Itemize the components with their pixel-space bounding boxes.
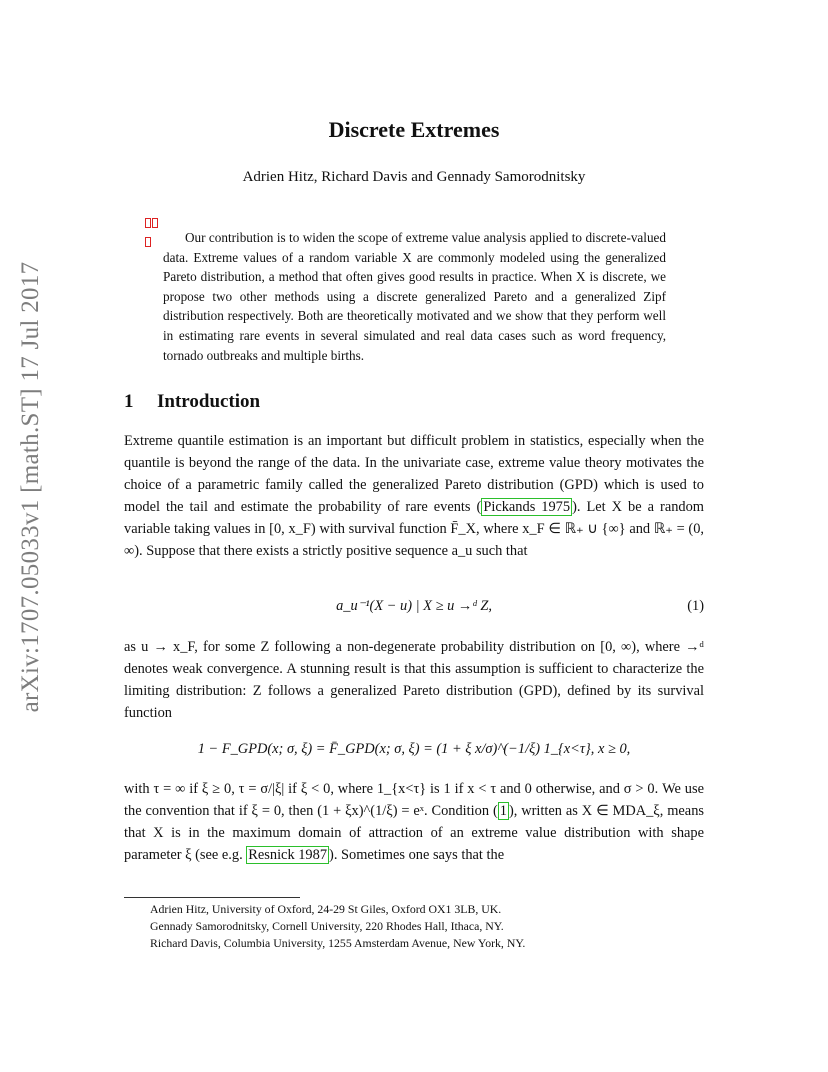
arxiv-identifier: arXiv:1707.05033v1 [math.ST] 17 Jul 2017 — [17, 261, 44, 713]
section-number: 1 — [124, 391, 134, 412]
paper-authors: Adrien Hitz, Richard Davis and Gennady Samorodnitsky — [242, 169, 586, 185]
paragraph-1-text-a: Extreme quantile estimation is an important but difficult problem in statistics, especially when the quantile is beyond the range of the data. In the univariate case, extreme value theory motivates the choice of a parametric family called the generalized Pareto distribution (GPD) which is used to model the tail and estimate the probability of rare events ( — [124, 433, 704, 515]
footnote-davis: Richard Davis, Columbia University, 1255 Amsterdam Avenue, New York, NY. — [150, 936, 526, 951]
paragraph-1 — [124, 430, 704, 562]
abstract-text: Our contribution is to widen the scope of extreme value analysis applied to discrete-valued data. Extreme values of a random variable X are commonly modeled using the generalized Pareto distribution, a method that often gives good results in practice. When X is discrete, we propose two other methods using a discrete generalized Pareto and a generalized Zipf distribution respectively. Both are theoretically motivated and we show that they perform well in estimating rare events in several simulated and real data cases such as word frequency, tornado outbreaks and multiple births. — [163, 230, 666, 363]
paragraph-3 — [124, 778, 704, 866]
abstract — [163, 228, 666, 365]
paragraph-3-text-a: with τ = ∞ if ξ ≥ 0, τ = σ/|ξ| if ξ < 0, where 1_{x<τ} is 1 if x < τ and 0 otherwise, and σ > 0. We use the convention that if ξ = 0, then (1 + ξx)^(1/ξ) = eˣ. Condition ( — [124, 781, 704, 819]
arxiv-sidebar — [16, 261, 46, 713]
footnote-marker-icon — [145, 213, 163, 223]
footnote-rule — [124, 897, 300, 898]
paragraph-2-text: as u → x_F, for some Z following a non-degenerate probability distribution on [0, ∞), where →ᵈ denotes weak convergence. A stunning result is that this assumption is sufficient to characterize the limiting distribution: Z follows a generalized Pareto distribution (GPD), defined by its survival function — [124, 639, 704, 721]
paragraph-3-text-c: ). Sometimes one says that the — [329, 847, 505, 863]
equation-1-expression: a_u⁻¹(X − u) | X ≥ u →ᵈ Z, — [336, 598, 492, 614]
footnote-hitz: Adrien Hitz, University of Oxford, 24-29 St Giles, Oxford OX1 3LB, UK. — [150, 902, 502, 916]
equation-1-number: (1) — [687, 598, 704, 614]
equation-1 — [124, 598, 704, 622]
paragraph-3-text-b: ), written as X ∈ MDA_ξ, means that X is in the maximum domain of attraction of an extreme value distribution with shape parameter ξ (see e.g. — [124, 803, 704, 863]
footnote-samorodnitsky: Gennady Samorodnitsky, Cornell University, 220 Rhodes Hall, Ithaca, NY. — [150, 919, 504, 934]
footnotes — [150, 901, 525, 953]
equation-2-expression: 1 − F_GPD(x; σ, ξ) = F̄_GPD(x; σ, ξ) = (1 + ξ x/σ)^(−1/ξ) 1_{x<τ}, x ≥ 0, — [197, 741, 631, 757]
section-heading — [124, 391, 260, 413]
citation-resnick[interactable]: Resnick 1987 — [248, 847, 328, 863]
paragraph-1-text-b: ). Let X be a random variable taking values in [0, x_F) with survival function F̄_X, where x_F ∈ ℝ₊ ∪ {∞} and ℝ₊ = (0, ∞). Suppose that there exists a strictly positive sequence a_u such that — [124, 499, 704, 559]
paragraph-2 — [124, 636, 704, 724]
equation-2 — [124, 741, 704, 765]
equation-ref-1[interactable]: 1 — [499, 803, 507, 819]
section-title: Introduction — [157, 391, 261, 412]
citation-pickands[interactable]: Pickands 1975 — [483, 499, 571, 515]
paper-title: Discrete Extremes — [328, 117, 500, 142]
